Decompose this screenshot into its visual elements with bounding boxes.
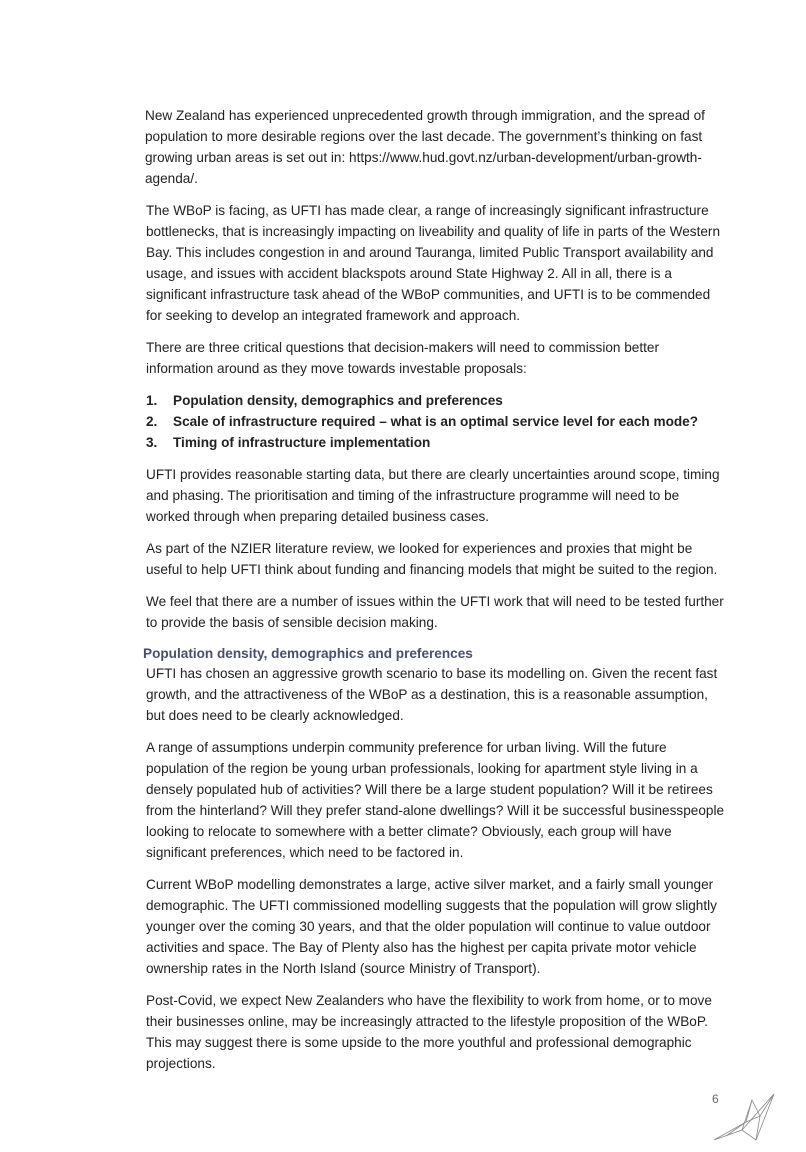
- origami-bird-logo-icon: [712, 1086, 776, 1142]
- question-item: [146, 432, 726, 453]
- question-item: [146, 411, 726, 432]
- critical-questions-list: [146, 390, 726, 453]
- section-paragraph-1: UFTI has chosen an aggressive growth scenario to base its modelling on. Given the recent fast growth, and the attractiveness of the WBoP as a destination, this is a reasonable assumption, but does need to be clearly acknowledged.: [146, 666, 718, 723]
- question-text: Timing of infrastructure implementation: [173, 435, 431, 450]
- middle-paragraph-2: As part of the NZIER literature review, we looked for experiences and proxies that might be useful to help UFTI think about funding and financing models that might be suited to the region.: [146, 541, 718, 577]
- document-body: [143, 105, 726, 1085]
- middle-paragraph-1: UFTI provides reasonable starting data, but there are clearly uncertainties around scope, timing and phasing. The prioritisation and timing of the infrastructure programme will need to be worked through when preparing detailed business cases.: [146, 467, 720, 524]
- intro-paragraph-2: The WBoP is facing, as UFTI has made clear, a range of increasingly significant infrastructure bottlenecks, that is increasingly impacting on liveability and quality of life in parts of the Western Bay. This includes congestion in and around Tauranga, limited Public Transport availability and usage, and issues with accident blackspots around State Highway 2. All in all, there is a significant infrastructure task ahead of the WBoP communities, and UFTI is to be commended for seeking to develop an integrated framework and approach.: [146, 203, 721, 323]
- section-paragraph-2: A range of assumptions underpin community preference for urban living. Will the future population of the region be young urban professionals, looking for apartment style living in a densely populated hub of activities? Will there be a large student population? Will it be retirees from the hinterland? Will they prefer stand-alone dwellings? Will it be successful businesspeople looking to relocate to somewhere with a better climate? Obviously, each group will have significant preferences, which need to be factored in.: [146, 740, 725, 860]
- section-paragraph-4: Post-Covid, we expect New Zealanders who have the flexibility to work from home, or to move their businesses online, may be increasingly attracted to the lifestyle proposition of the WBoP. This may suggest there is some upside to the more youthful and professional demographic projections.: [146, 993, 712, 1071]
- question-number: 2.: [146, 414, 158, 429]
- question-text: Population density, demographics and preferences: [173, 393, 503, 408]
- page-number: 6: [712, 1092, 719, 1106]
- section-paragraph-3: Current WBoP modelling demonstrates a large, active silver market, and a fairly small younger demographic. The UFTI commissioned modelling suggests that the population will grow slightly younger over the coming 30 years, and that the older population will continue to value outdoor activities and space. The Bay of Plenty also has the highest per capita private motor vehicle ownership rates in the North Island (source Ministry of Transport).: [146, 877, 717, 976]
- question-item: [146, 390, 726, 411]
- question-text: Scale of infrastructure required – what is an optimal service level for each mode?: [173, 414, 699, 429]
- question-number: 1.: [146, 393, 158, 408]
- intro-paragraph-1: New Zealand has experienced unprecedented growth through immigration, and the spread of population to more desirable regions over the last decade. The government’s thinking on fast growing urban areas is set out in: https://www.hud.govt.nz/urban-development/urban-growth-agenda/.: [145, 108, 705, 186]
- section-heading: Population density, demographics and preferences: [143, 646, 473, 661]
- middle-paragraph-3: We feel that there are a number of issues within the UFTI work that will need to be tested further to provide the basis of sensible decision making.: [146, 594, 724, 630]
- intro-paragraph-3: There are three critical questions that decision-makers will need to commission better information around as they move towards investable proposals:: [146, 340, 660, 376]
- question-number: 3.: [146, 435, 158, 450]
